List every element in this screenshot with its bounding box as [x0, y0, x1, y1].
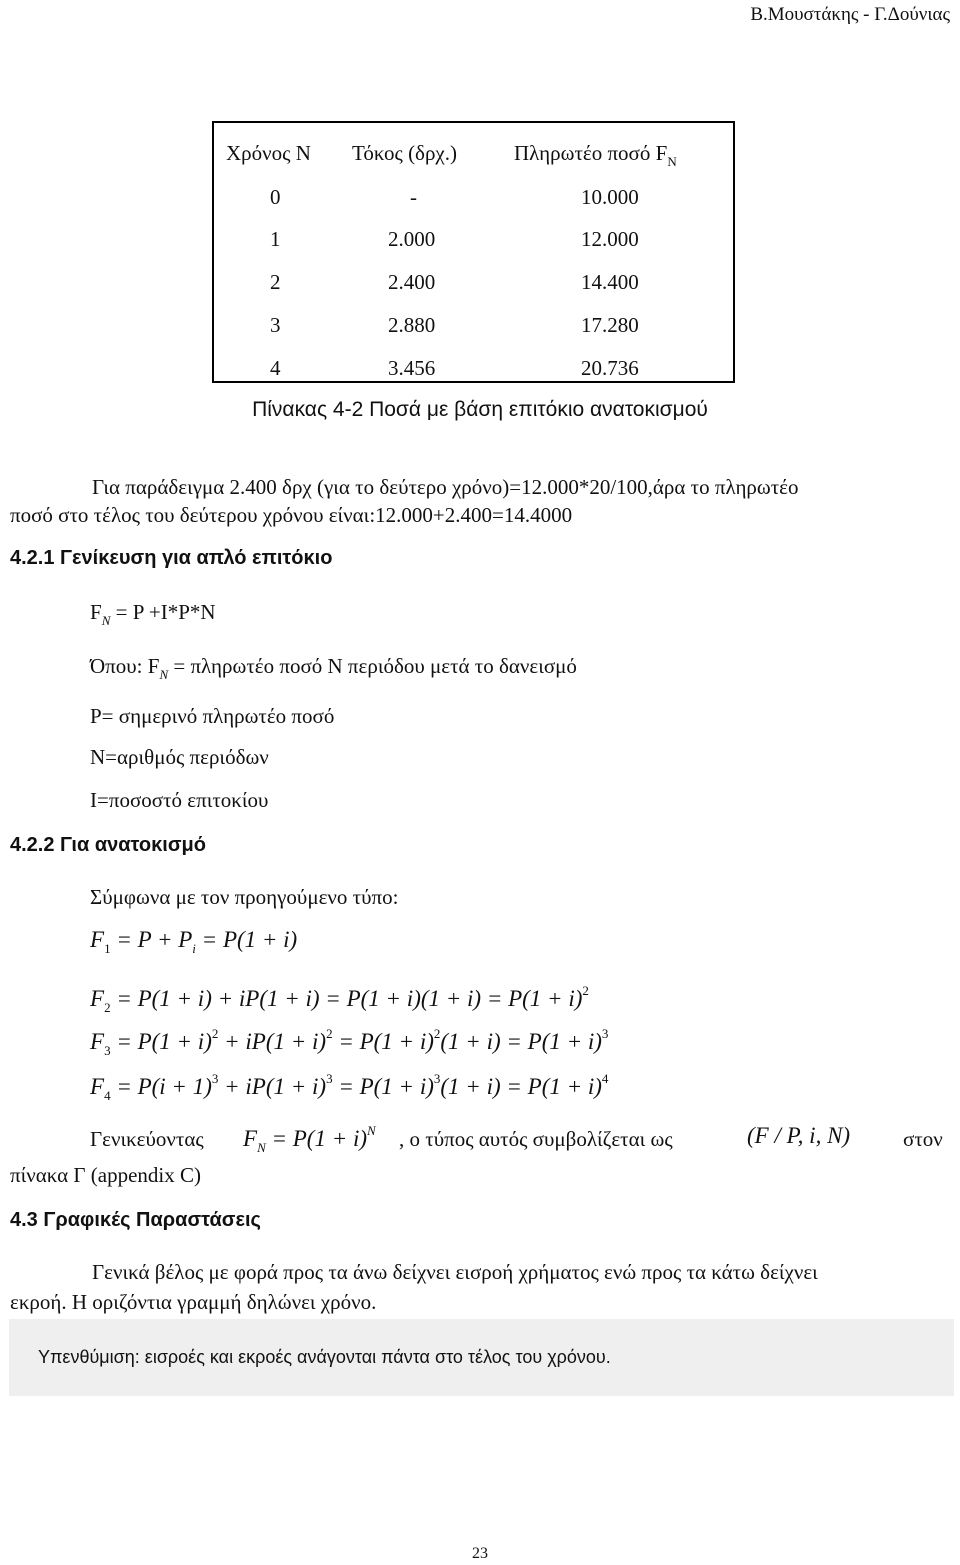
table-cell: 0 [270, 185, 281, 209]
definition-p: P= σημερινό πληρωτέο ποσό [90, 704, 335, 728]
compound-intro: Σύμφωνα με τον προηγούμενο τύπο: [90, 885, 399, 909]
table-header-year: Χρόνος Ν [226, 141, 311, 165]
table-cell: 2 [270, 270, 281, 294]
table-caption: Πίνακας 4-2 Ποσά με βάση επιτόκιο ανατοκισμού [252, 398, 708, 421]
table-cell: 2.400 [388, 270, 436, 294]
table-cell: 1 [270, 227, 281, 251]
table-header-interest: Τόκος (δρχ.) [352, 141, 457, 165]
equation-f2: $F_2 = P(1 + i) + iP(1 + i) = P(1 + i)(1 + i) = P(1 + i)^2$ [90, 983, 589, 1015]
definition-n: N=αριθμός περιόδων [90, 745, 269, 769]
table-cell: - [410, 185, 417, 209]
table-header-payable: Πληρωτέο ποσό $F_N$ [514, 141, 677, 169]
page-number: 23 [472, 1545, 488, 1562]
generalization-end: στον [903, 1127, 943, 1151]
generalization-text: , ο τύπος αυτός συμβολίζεται ως [399, 1127, 673, 1151]
intro-line-1: Για παράδειγμα 2.400 δρχ (για το δεύτερο χρόνο)=12.000*20/100,άρα το πληρωτέο [92, 475, 799, 499]
intro-line-2: ποσό στο τέλος του δεύτερου χρόνου είναι:12.000+2.400=14.4000 [10, 503, 573, 527]
table-cell: 4 [270, 356, 281, 380]
where-definition: Όπου: $F_N = \pi\lambda\eta\rho\omega\tau έo$ ποσό Ν περιόδου μετά το δανεισμό [90, 654, 577, 682]
graphs-line-1: Γενικά βέλος με φορά προς τα άνω δείχνει εισροή χρήματος ενώ προς τα κάτω δείχνει [92, 1260, 818, 1284]
equation-f1: $F_1 = P + P_i = P(1 + i)$ [90, 927, 298, 956]
generalization-line-2: πίνακα Γ (appendix C) [10, 1163, 202, 1187]
table-cell: 2.880 [388, 313, 436, 337]
graphs-line-2: εκροή. Η οριζόντια γραμμή δηλώνει χρόνο. [10, 1290, 377, 1314]
definition-i: I=ποσοστό επιτοκίου [90, 788, 269, 812]
equation-f3: $F_3 = P(1 + i)^2 + iP(1 + i)^2 = P(1 + i)^2(1 + i) = P(1 + i)^3$ [90, 1026, 609, 1058]
table-cell: 3 [270, 313, 281, 337]
generalization-word: Γενικεύοντας [90, 1127, 204, 1151]
table-cell: 17.280 [581, 313, 639, 337]
table-cell: 3.456 [388, 356, 436, 380]
simple-interest-formula: $F_N = P +I*P*N$ [90, 600, 216, 628]
section-heading-4-2-1: 4.2.1 Γενίκευση για απλό επιτόκιο [10, 547, 333, 569]
page-header-authors: Β.Μουστάκης - Γ.Δούνιας [750, 4, 950, 25]
table-cell: 14.400 [581, 270, 639, 294]
generalization-symbol: (F / P, i, N) [747, 1123, 851, 1148]
generalization-formula: $F_N = P(1 + i)^N$ [243, 1123, 376, 1155]
section-heading-4-3: 4.3 Γραφικές Παραστάσεις [10, 1209, 261, 1231]
table-cell: 10.000 [581, 185, 639, 209]
section-heading-4-2-2: 4.2.2 Για ανατοκισμό [10, 834, 206, 856]
table-cell: 2.000 [388, 227, 436, 251]
interest-table [212, 121, 735, 383]
table-cell: 12.000 [581, 227, 639, 251]
equation-f4: $F_4 = P(i + 1)^3 + iP(1 + i)^3 = P(1 + i)^3(1 + i) = P(1 + i)^4$ [90, 1071, 609, 1103]
table-cell: 20.736 [581, 356, 639, 380]
reminder-text: Υπενθύμιση: εισροές και εκροές ανάγονται πάντα στο τέλος του χρόνου. [38, 1347, 611, 1367]
